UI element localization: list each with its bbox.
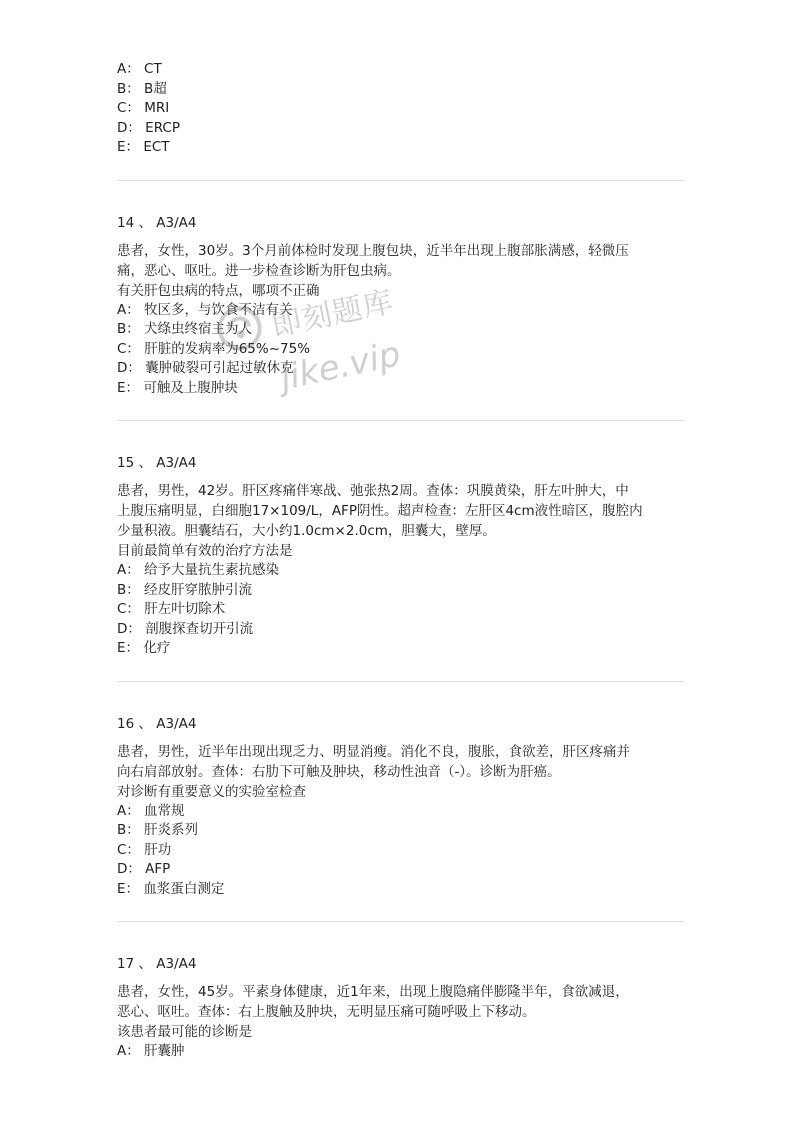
question-stem-line: 恶心、呕吐。查体：右上腹触及肿块，无明显压痛可随呼吸上下移动。 xyxy=(117,1004,536,1020)
option[interactable]: C： 肝脏的发病率为65%~75% xyxy=(117,340,311,357)
option[interactable]: A： 给予大量抗生素抗感染 xyxy=(117,562,280,578)
question-header: 15 、 A3/A4 xyxy=(117,455,197,471)
previous-question-options xyxy=(117,60,685,158)
option[interactable]: E： 可触及上腹肿块 xyxy=(117,379,238,396)
question-stem-line: 痛，恶心、呕吐。进一步检查诊断为肝包虫病。 xyxy=(117,262,401,279)
question-prompt: 对诊断有重要意义的实验室检查 xyxy=(117,783,306,800)
option[interactable]: E： 化疗 xyxy=(117,640,171,656)
question-stem-line: 患者，男性，近半年出现出现乏力、明显消瘦。消化不良，腹胀，食欲差，肝区疼痛并 xyxy=(117,743,630,760)
divider xyxy=(117,681,685,682)
option[interactable]: E： ECT xyxy=(117,139,170,155)
question-header: 16 、 A3/A4 xyxy=(117,715,197,732)
option[interactable]: A： CT xyxy=(117,61,162,77)
question-prompt: 该患者最可能的诊断是 xyxy=(117,1024,252,1040)
option[interactable]: D： ERCP xyxy=(117,119,180,136)
option[interactable]: C： 肝功 xyxy=(117,841,172,858)
question-prompt: 目前最简单有效的治疗方法是 xyxy=(117,543,293,559)
question-stem-line: 向右肩部放射。查体：右肋下可触及肿块，移动性浊音（-）。诊断为肝癌。 xyxy=(117,763,561,780)
option[interactable]: D： 剖腹探查切开引流 xyxy=(117,620,254,637)
question-stem-line: 患者，女性，45岁。平素身体健康，近1年来，出现上腹隐痛伴膨隆半年，食欲减退， xyxy=(117,984,629,1000)
divider xyxy=(117,420,685,421)
watermark-text: 即刻题库 xyxy=(268,284,397,345)
question-14 xyxy=(117,213,685,399)
option[interactable]: A： 牧区多，与饮食不洁有关 xyxy=(117,301,293,318)
divider xyxy=(117,921,685,922)
watermark-url: jike.vip xyxy=(276,334,404,399)
divider xyxy=(117,180,685,181)
option[interactable]: B： B超 xyxy=(117,80,167,97)
question-header: 14 、 A3/A4 xyxy=(117,214,197,231)
document-page xyxy=(117,60,685,1062)
option[interactable]: C： MRI xyxy=(117,100,170,116)
option[interactable]: B： 肝炎系列 xyxy=(117,822,199,838)
option[interactable]: B： 经皮肝穿脓肿引流 xyxy=(117,581,253,598)
option[interactable]: D： AFP xyxy=(117,861,171,877)
option[interactable]: A： 血常规 xyxy=(117,802,185,819)
question-16 xyxy=(117,714,685,900)
question-17 xyxy=(117,954,685,1062)
option[interactable]: E： 血浆蛋白测定 xyxy=(117,880,225,897)
question-stem-line: 上腹压痛明显，白细胞17×109/L，AFP阴性。超声检查：左肝区4cm液性暗区，腹腔内 xyxy=(117,503,643,519)
option[interactable]: A： 肝囊肿 xyxy=(117,1043,185,1059)
question-prompt: 有关肝包虫病的特点，哪项不正确 xyxy=(117,282,320,299)
question-stem-line: 患者，女性，30岁。3个月前体检时发现上腹包块，近半年出现上腹部胀满感，轻微压 xyxy=(117,242,629,259)
question-15 xyxy=(117,453,685,659)
option[interactable]: C： 肝左叶切除术 xyxy=(117,601,226,617)
option[interactable]: D： 囊肿破裂可引起过敏休克 xyxy=(117,360,294,376)
question-stem-line: 患者，男性，42岁。肝区疼痛伴寒战、弛张热2周。查体：巩膜黄染，肝左叶肿大，中 xyxy=(117,483,629,499)
question-header: 17 、 A3/A4 xyxy=(117,956,197,972)
question-stem-line: 少量积液。胆囊结石，大小约1.0cm×2.0cm，胆囊大，壁厚。 xyxy=(117,523,496,539)
option[interactable]: B： 犬绦虫终宿主为人 xyxy=(117,321,253,337)
